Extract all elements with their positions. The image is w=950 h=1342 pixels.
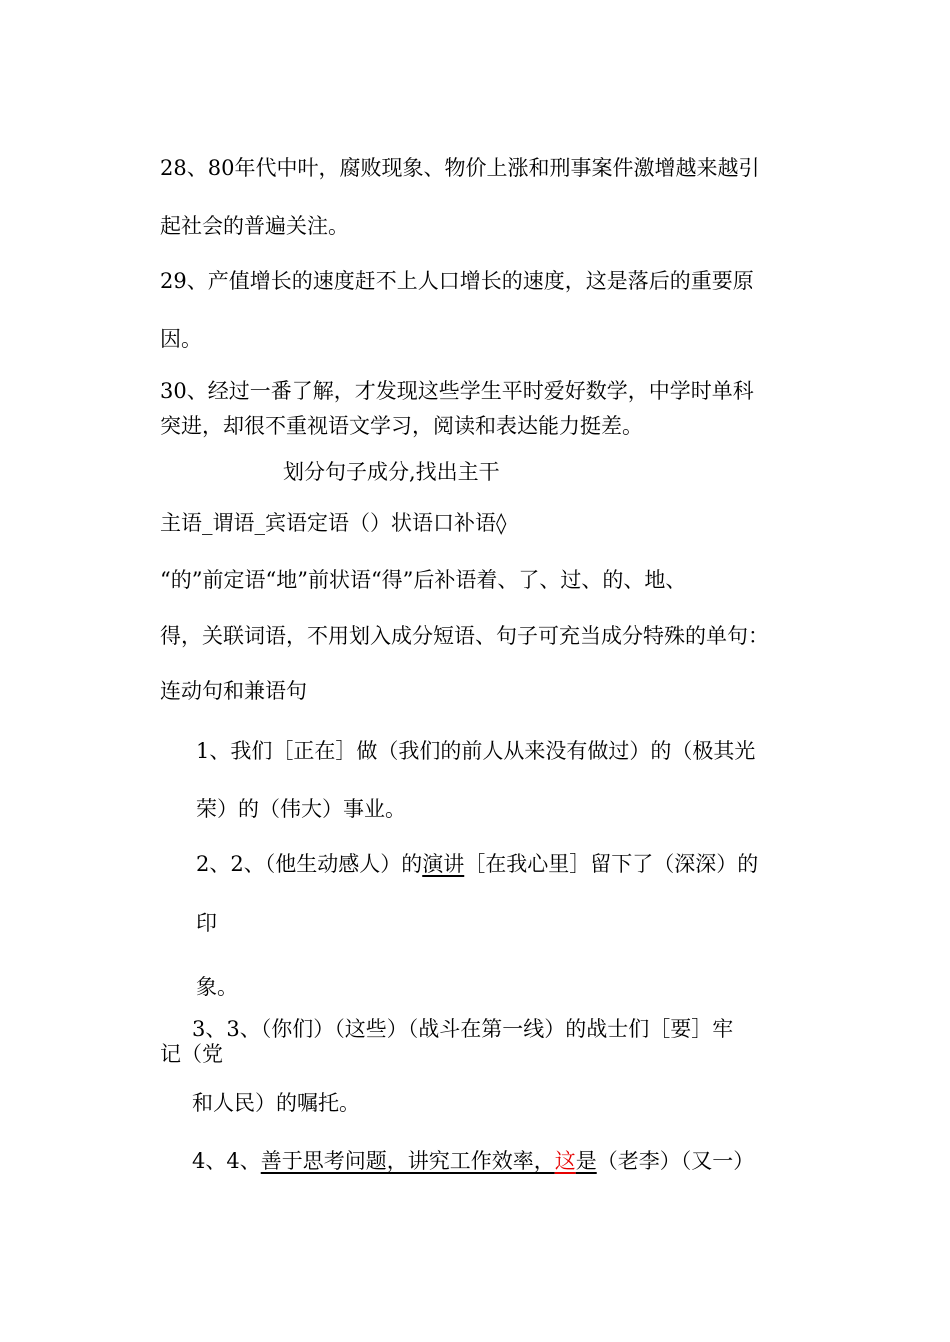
- example-3-line-c: 和人民）的嘱托。: [192, 1091, 360, 1115]
- example-3-line-b: 记（党: [160, 1042, 223, 1066]
- section-heading: 划分句子成分,找出主干: [283, 460, 500, 484]
- text-line-29b: 因。: [160, 327, 202, 351]
- example-1-line-b: 荣）的（伟大）事业。: [196, 797, 406, 821]
- example-2-pre: 2、2、（他生动感人）的: [196, 852, 423, 876]
- text-line-30a: 30、经过一番了解，才发现这些学生平时爱好数学，中学时单科: [160, 379, 754, 403]
- text-line-30b: 突进，却很不重视语文学习，阅读和表达能力挺差。: [160, 414, 643, 438]
- example-2-post: ［在我心里］留下了（深深）的: [464, 852, 759, 876]
- example-2-line-a: [196, 851, 758, 877]
- text-line-legend: 主语_谓语_宾语定语（）状语口补语◊: [160, 511, 507, 535]
- text-line-28b: 起社会的普遍关注。: [160, 214, 349, 238]
- text-line-28a: 28、80年代中叶，腐败现象、物价上涨和刑事案件激增越来越引: [160, 156, 760, 180]
- text-line-rules-a: “的”前定语“地”前状语“得”后补语着、了、过、的、地、: [160, 568, 687, 592]
- text-line-rules-c: 连动句和兼语句: [160, 679, 307, 703]
- example-2-underlined: 演讲: [422, 852, 465, 876]
- example-2-line-c: 象。: [196, 975, 238, 999]
- example-4-post: （老李）（又一）: [596, 1149, 755, 1173]
- example-4-underlined-2: 是: [575, 1149, 597, 1173]
- example-4-line-a: [192, 1148, 754, 1174]
- example-4-underlined: 善于思考问题，讲究工作效率，: [260, 1149, 555, 1173]
- example-4-pre: 4、4、: [192, 1149, 261, 1173]
- text-line-rules-b: 得，关联词语，不用划入成分短语、句子可充当成分特殊的单句：: [160, 624, 769, 648]
- example-4-highlight: 这: [554, 1149, 576, 1173]
- text-line-29a: 29、产值增长的速度赶不上人口增长的速度，这是落后的重要原: [160, 269, 754, 293]
- example-2-line-b: 印: [196, 911, 217, 935]
- example-1-line-a: 1、我们［正在］做（我们的前人从来没有做过）的（极其光: [196, 739, 756, 763]
- example-3-line-a: 3、3、（你们）（这些）（战斗在第一线）的战士们［要］牢: [192, 1017, 734, 1041]
